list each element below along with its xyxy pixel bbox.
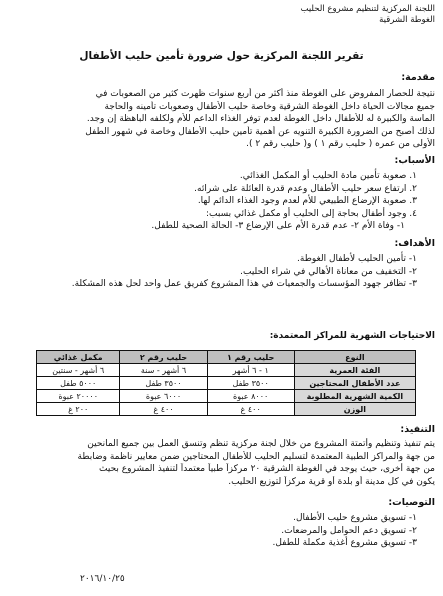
execution-line: يكون في كل مدينة أو بلدة أو قرية مركزاً لتوزيع الحليب. — [228, 476, 435, 487]
execution-line: يتم تنفيذ وتنظيم وأتمتة المشروع من خلال لجنة مركزية تنظم وتنسق العمل بين جميع المانحين — [87, 439, 435, 449]
reasons-heading: الأسباب: — [394, 155, 435, 166]
table-cell: ٢٠٠ غ — [37, 403, 120, 416]
needs-table — [36, 350, 416, 416]
goals-list — [8, 253, 435, 291]
report-date: ٢٠١٦/١٠/٢٥ — [80, 574, 125, 584]
intro-line: الأولى من عمره ( حليب رقم ١ ) و( حليب رقم ٢ ). — [246, 139, 435, 149]
reason-causes: ١- وفاة الأم ٢- عدم قدرة الأم على الإرضاع ٣- الحالة الصحية للطفل. — [151, 221, 405, 231]
table-cell: ٦ أشهر - سنة — [120, 364, 207, 377]
goal-item: ٣- تظافر جهود المؤسسات والجمعيات في هذا المشروع كفريق عمل واحد لحل هذه المشكلة. — [71, 279, 417, 289]
intro-heading: مقدمة: — [401, 72, 435, 83]
intro-line: جميع مجالات الحياة داخل الغوطة الشرقية وخاصة حليب الأطفال وصعوبات تأمينه والحاجة — [104, 101, 435, 112]
table-title: الاحتياجات الشهرية للمراكز المعتمدة: — [269, 331, 435, 341]
table-cell: ٦٠٠٠ عبوة — [120, 390, 207, 403]
recommendations-list — [8, 512, 435, 550]
table-cell: ٨٠٠٠ عبوة — [207, 390, 294, 403]
intro-paragraph — [8, 88, 435, 151]
recommendation-item: ١- تسويق مشروع حليب الأطفال. — [293, 513, 417, 523]
recommendation-item: ٢- تسويق دعم الحوامل والمرضعات. — [281, 525, 417, 536]
org-header — [301, 4, 435, 26]
table-row — [37, 390, 416, 403]
intro-line: الماسة والكبيرة له للأطفال داخل الغوطة لعدم توفر الغذاء الداعم للأم ولكلفه الباهظة إن وجد. — [86, 114, 435, 124]
row-label: عدد الأطفال المحتاجين — [294, 377, 415, 390]
reason-item: ٤. وجود أطفال بحاجة إلى الحليب أو مكمل غذائي بسبب: — [205, 208, 417, 219]
reason-item: ١. صعوبة تأمين مادة الحليب أو المكمل الغذائي. — [239, 171, 417, 181]
table-row — [37, 403, 416, 416]
table-cell: ٤٠٠ غ — [207, 403, 294, 416]
table-header: حليب رقم ٢ — [120, 351, 207, 364]
table-cell: ٢٠٠٠٠ عبوة — [37, 390, 120, 403]
row-label: الوزن — [294, 403, 415, 416]
execution-line: من جهة أخرى، حيث يوجد في الغوطة الشرقية ٢٠ مركزاً طبياً معتمداً لتنفيذ المشروع بحيث — [99, 464, 435, 474]
table-cell: ١ - ٦ أشهر — [207, 364, 294, 377]
table-row — [37, 364, 416, 377]
row-label: الكمية الشهرية المطلوبة — [294, 390, 415, 403]
table-header-row — [37, 351, 416, 364]
org-region: الغوطة الشرقية — [379, 15, 435, 25]
execution-paragraph — [8, 438, 435, 488]
table-cell: ٣٥٠٠ طفل — [207, 377, 294, 390]
goal-item: ١- تأمين الحليب لأطفال الغوطة. — [297, 254, 417, 264]
goal-item: ٢- التخفيف من معاناة الأهالي في شراء الحليب. — [240, 266, 417, 277]
intro-line: نتيجة للحصار المفروض على الغوطة منذ أكثر من أربع سنوات ظهرت كثير من الصعوبات في — [95, 89, 435, 99]
table-cell: ٤٠٠ غ — [120, 403, 207, 416]
table-cell: ٥٠٠٠ طفل — [37, 377, 120, 390]
table-header: حليب رقم ١ — [207, 351, 294, 364]
report-title: تقرير اللجنة المركزية حول ضرورة تأمين حليب الأطفال — [79, 50, 364, 62]
row-label: الفئة العمرية — [294, 364, 415, 377]
table-header: النوع — [294, 351, 415, 364]
reason-item: ٣. صعوبة الإرضاع الطبيعي للأم لعدم وجود الغذاء الدائم لها. — [197, 196, 417, 206]
reasons-list — [8, 170, 435, 233]
table-cell: ٦ أشهر - سنتين — [37, 364, 120, 377]
goals-heading: الأهداف: — [394, 238, 435, 249]
reason-item: ٢. ارتفاع سعر حليب الأطفال وعدم قدرة العائلة على شرائه. — [194, 183, 417, 194]
intro-line: لذلك أصبح من الضرورة الكبيرة التنويه عن أهمية تأمين حليب الأطفال وخاصة في شهور الطفل — [85, 126, 435, 137]
execution-heading: التنفيذ: — [400, 424, 435, 435]
table-row — [37, 377, 416, 390]
execution-line: من جهة والمراكز الطبية المعتمدة لتسليم الحليب للأطفال المحتاجين ضمن معايير ناظمة وضابطة — [77, 451, 435, 462]
recommendation-item: ٣- تسويق مشروع أغذية مكملة للطفل. — [272, 538, 417, 548]
table-cell: ٣٥٠٠ طفل — [120, 377, 207, 390]
org-name: اللجنة المركزية لتنظيم مشروع الحليب — [300, 4, 435, 14]
recommendations-heading: التوصيات: — [388, 497, 435, 508]
table-header: مكمل غذائي — [37, 351, 120, 364]
